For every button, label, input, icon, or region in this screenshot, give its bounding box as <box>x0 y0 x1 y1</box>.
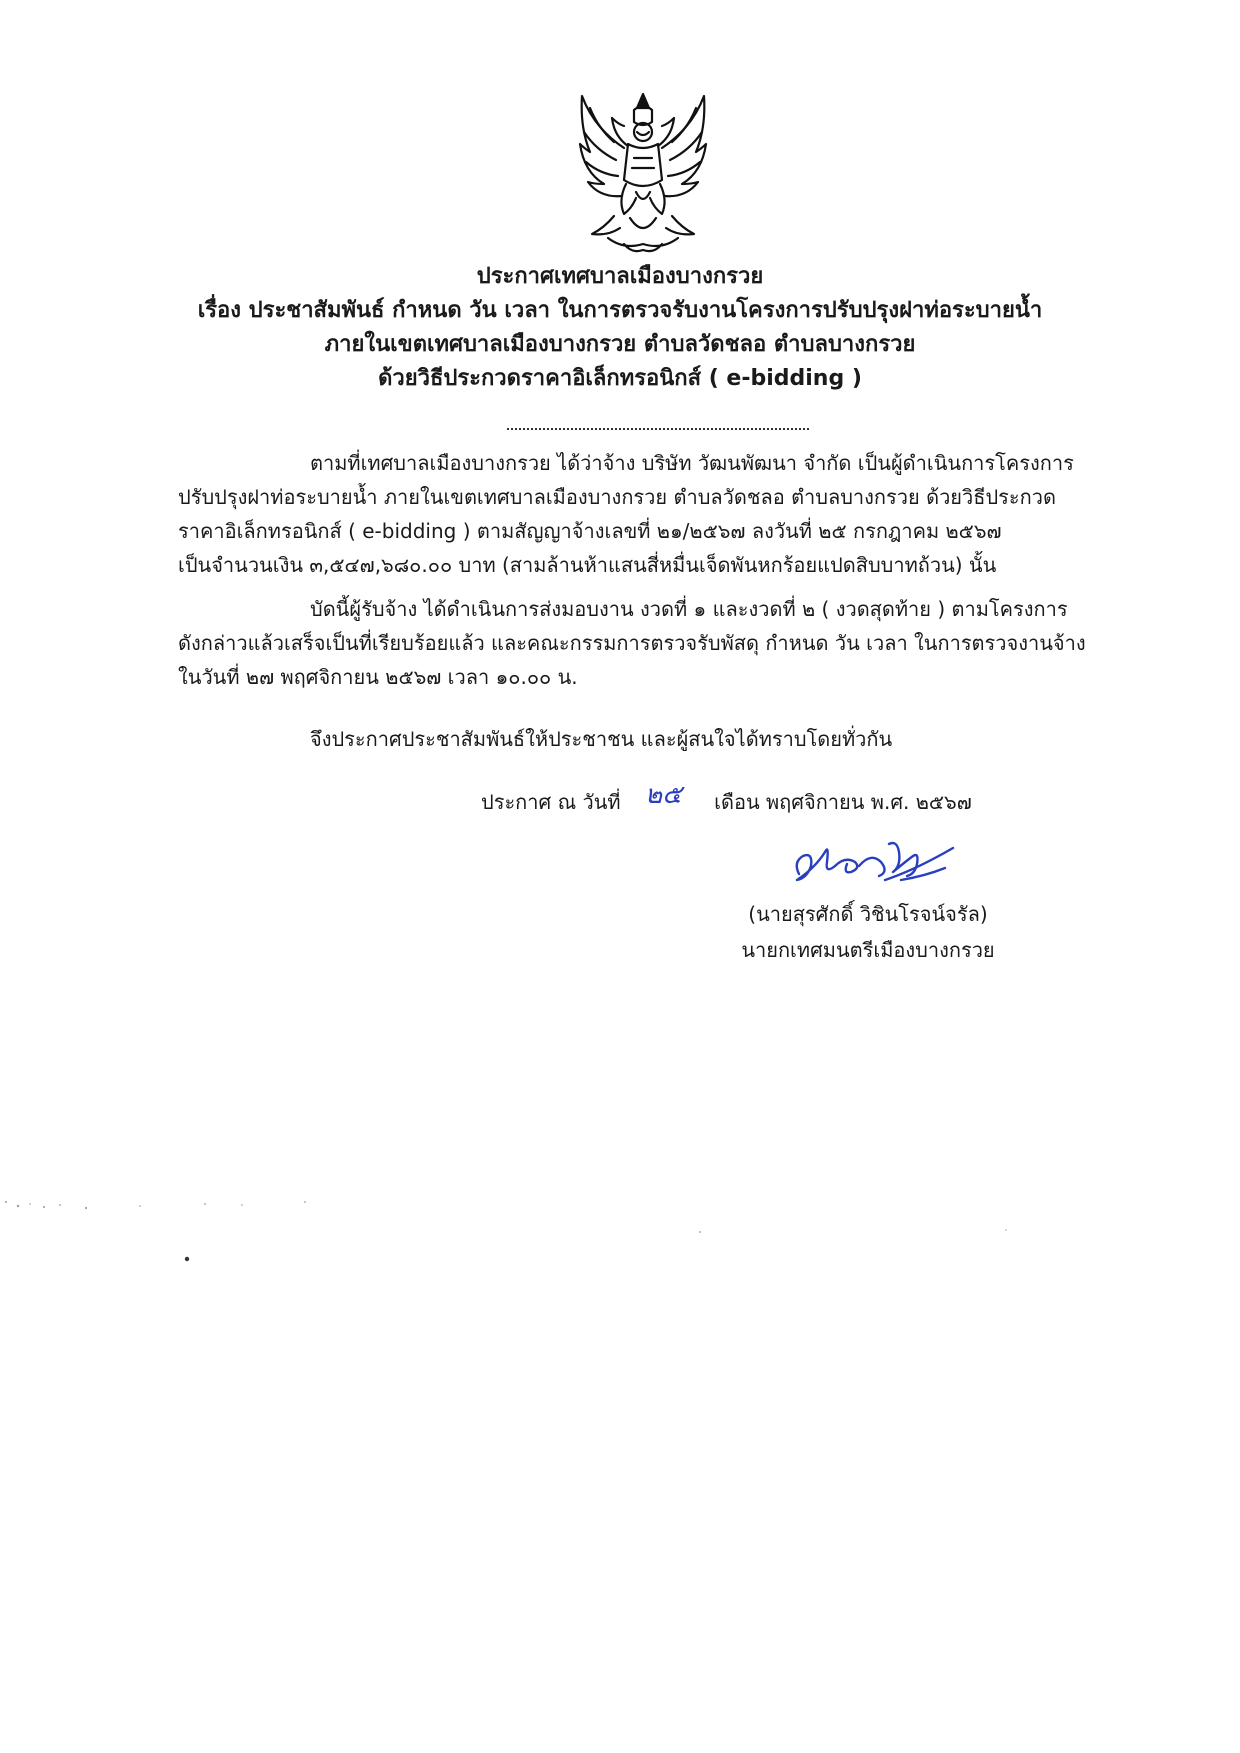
announcement-subject-line-1: เรื่อง ประชาสัมพันธ์ กำหนด วัน เวลา ในการตรวจรับงานโครงการปรับปรุงฝาท่อระบายน้ำ <box>197 298 1043 323</box>
announcement-subject-line-2: ภายในเขตเทศบาลเมืองบางกรวย ตำบลวัดชลอ ตำบลบางกรวย <box>324 332 916 357</box>
signature-icon <box>785 822 965 894</box>
paragraph-1 <box>178 446 1128 582</box>
paragraph-1-line: ตามที่เทศบาลเมืองบางกรวย ได้ว่าจ้าง บริษัท วัฒนพัฒนา จำกัด เป็นผู้ดำเนินการโครงการ <box>310 451 1074 475</box>
signer-name: (นายสุรศักดิ์ วิชินโรจน์จรัล) <box>748 902 988 926</box>
paragraph-2 <box>178 592 1128 694</box>
announcement-dateline <box>481 780 972 819</box>
paragraph-2-line: ในวันที่ ๒๗ พฤศจิกายน ๒๕๖๗ เวลา ๑๐.๐๐ น. <box>178 665 578 689</box>
dateline-prefix: ประกาศ ณ วันที่ <box>481 790 621 814</box>
header-divider <box>507 428 809 430</box>
paragraph-1-line: เป็นจำนวนเงิน ๓,๕๔๗,๖๘๐.๐๐ บาท (สามล้านห้าแสนสี่หมื่นเจ็ดพันหกร้อยแปดสิบบาทถ้วน) นั้น <box>178 553 997 577</box>
paragraph-1-line: ปรับปรุงฝาท่อระบายน้ำ ภายในเขตเทศบาลเมืองบางกรวย ตำบลวัดชลอ ตำบลบางกรวย ด้วยวิธีประกวด <box>178 485 1056 509</box>
paragraph-1-line: ราคาอิเล็กทรอนิกส์ ( e-bidding ) ตามสัญญาจ้างเลขที่ ๒๑/๒๕๖๗ ลงวันที่ ๒๕ กรกฎาคม ๒๕๖๗ <box>178 519 1002 543</box>
signer-block <box>718 896 1018 968</box>
garuda-emblem-icon <box>574 88 712 258</box>
paragraph-2-line: บัดนี้ผู้รับจ้าง ได้ดำเนินการส่งมอบงาน งวดที่ ๑ และงวดที่ ๒ ( งวดสุดท้าย ) ตามโครงการ <box>310 597 1068 621</box>
announcement-subject-line-3: ด้วยวิธีประกวดราคาอิเล็กทรอนิกส์ ( e-bidding ) <box>378 366 862 391</box>
dateline-month-year: เดือน พฤศจิกายน พ.ศ. ๒๕๖๗ <box>714 790 972 814</box>
paragraph-2-line: ดังกล่าวแล้วเสร็จเป็นที่เรียบร้อยแล้ว และคณะกรรมการตรวจรับพัสดุ กำหนด วัน เวลา ในการตรวจงานจ้าง <box>178 631 1086 655</box>
closing-statement: จึงประกาศประชาสัมพันธ์ให้ประชาชน และผู้สนใจได้ทราบโดยทั่วกัน <box>310 727 893 751</box>
handwritten-day: ๒๕ <box>644 780 682 810</box>
announcement-title: ประกาศเทศบาลเมืองบางกรวย <box>476 264 764 289</box>
signer-position: นายกเทศมนตรีเมืองบางกรวย <box>741 938 995 962</box>
announcement-header <box>180 260 1060 396</box>
scan-noise <box>0 1180 1240 1280</box>
